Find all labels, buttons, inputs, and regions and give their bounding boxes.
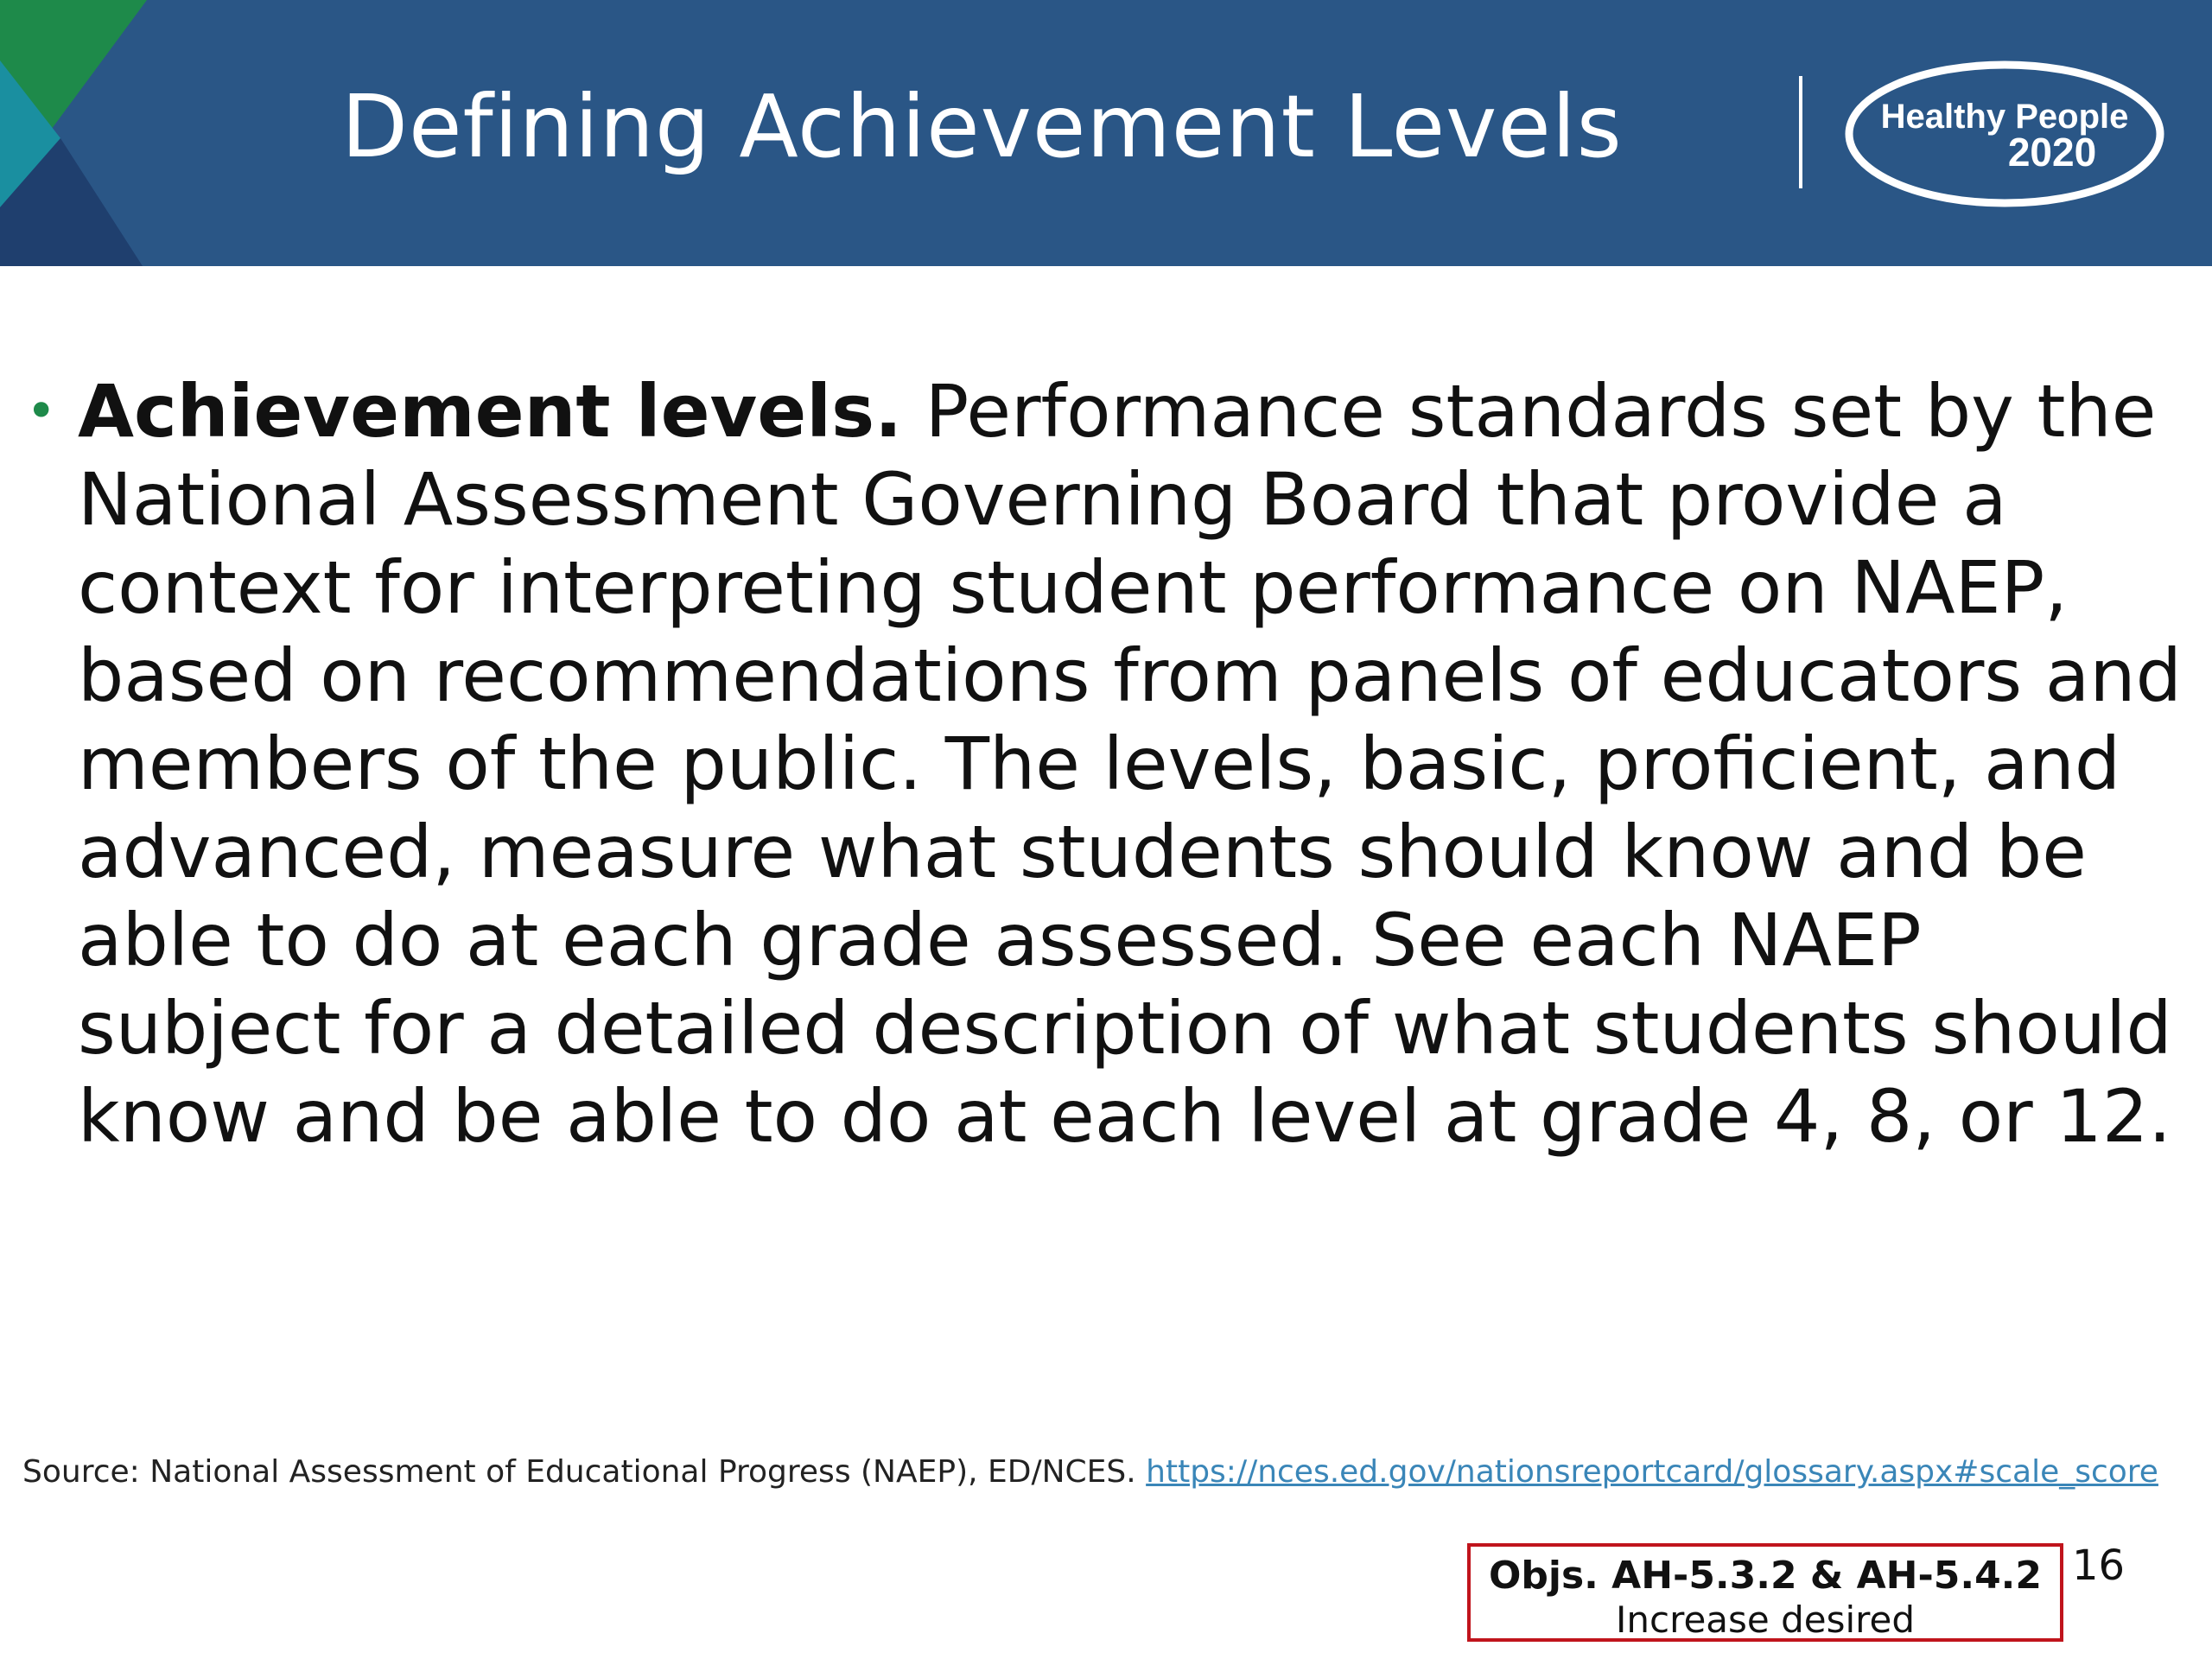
header-divider bbox=[1799, 76, 1802, 188]
bullet-text bbox=[78, 367, 2186, 1160]
objectives-subtitle: Increase desired bbox=[1616, 1599, 1915, 1641]
header-banner bbox=[0, 0, 2212, 266]
bullet-term: Achievement levels. bbox=[78, 369, 902, 454]
logo-line1: Healthy People bbox=[1880, 98, 2129, 136]
bullet-item bbox=[26, 367, 2195, 1160]
page-title: Defining Achievement Levels bbox=[341, 76, 1623, 177]
source-citation bbox=[22, 1454, 2158, 1490]
source-link[interactable]: https://nces.ed.gov/nationsreportcard/glossary.aspx#scale_score bbox=[1146, 1454, 2158, 1490]
source-label: Source: National Assessment of Educational Progress (NAEP), ED/NCES. bbox=[22, 1454, 1147, 1490]
main-content bbox=[26, 367, 2195, 1160]
page-number: 16 bbox=[2072, 1541, 2126, 1590]
objectives-box bbox=[1467, 1543, 2063, 1642]
corner-decoration-icon bbox=[0, 0, 156, 266]
bullet-definition: Performance standards set by the National Assessment Governing Board that provide a context for interpreting student performance on NAEP, based on recommendations from panels of educators and members of the public. The levels, basic, proficient, and advanced, measure what students should know and be able to do at each grade assessed. See each NAEP subject for a detailed description of what students should know and be able to do at each level at grade 4, 8, or 12. bbox=[78, 369, 2182, 1159]
logo-line2: 2020 bbox=[2007, 130, 2097, 175]
objectives-title: Objs. AH-5.3.2 & AH-5.4.2 bbox=[1488, 1554, 2043, 1598]
healthy-people-logo bbox=[1840, 52, 2169, 216]
bullet-dot-icon: • bbox=[26, 381, 57, 442]
